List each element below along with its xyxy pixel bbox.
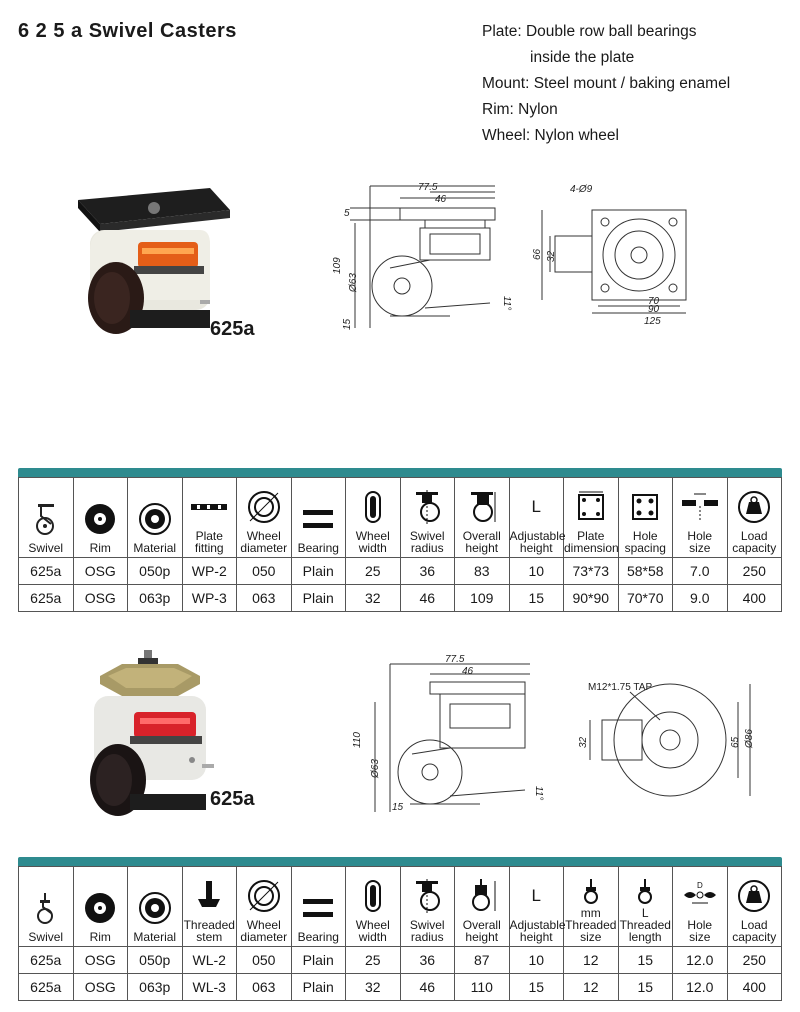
table-cell: 32	[346, 585, 401, 612]
table-cell: 58*58	[618, 558, 673, 585]
header-threaded-stem: Threaded stem	[182, 867, 237, 947]
dim-text: 5	[344, 208, 350, 219]
dim-text: 15	[342, 318, 353, 330]
spec-plate: Plate: Double row ball bearings	[482, 23, 697, 40]
table-cell: 7.0	[673, 558, 728, 585]
dim-text: 15	[392, 802, 404, 813]
dim-text: 109	[332, 257, 343, 274]
table-cell: 12	[564, 947, 619, 974]
header-wheel-diameter: Wheel diameter	[237, 867, 292, 947]
table-cell: 625a	[19, 558, 74, 585]
overall-height-icon	[455, 879, 509, 913]
table-cell: 110	[455, 974, 510, 1001]
table-cell: 063	[237, 974, 292, 1001]
table-cell: 9.0	[673, 585, 728, 612]
wheel-diameter-icon	[237, 490, 291, 524]
dim-text: 110	[352, 732, 363, 748]
table-cell: 15	[509, 585, 564, 612]
header-plate-fitting: Plate fitting	[182, 478, 237, 558]
dim-text: 125	[644, 316, 661, 327]
table-cell: 625a	[19, 585, 74, 612]
spec-mount: Mount: Steel mount / baking enamel	[482, 75, 731, 92]
hole-size-icon	[673, 490, 727, 524]
dim-text: 66	[532, 248, 543, 260]
swivel-radius-icon	[401, 879, 455, 913]
rim-icon	[74, 502, 128, 536]
wheel-width-icon	[346, 879, 400, 913]
threaded-stem-icon	[183, 879, 237, 913]
table-cell: 87	[455, 947, 510, 974]
header-swivel-radius: Swivel radius	[400, 867, 455, 947]
table-cell: 050	[237, 558, 292, 585]
table-cell: 625a	[19, 974, 74, 1001]
swivel-stem-icon	[19, 891, 73, 925]
header-overall-height: Overall height	[455, 867, 510, 947]
hole-spacing-icon	[619, 490, 673, 524]
table-accent-bar	[18, 468, 782, 477]
spec-plate-continued: inside the plate	[530, 49, 635, 66]
product-photo-threaded-stem	[60, 648, 230, 820]
table-cell: 83	[455, 558, 510, 585]
table-cell: Plain	[291, 585, 346, 612]
dim-text: 32	[578, 736, 589, 748]
header-hole-size: D Hole size	[673, 867, 728, 947]
table-cell: 36	[400, 558, 455, 585]
table-cell: 70*70	[618, 585, 673, 612]
dim-text: 46	[462, 666, 474, 677]
header-swivel-radius: Swivel radius	[400, 478, 455, 558]
product-label-2: 625a	[210, 788, 255, 810]
dim-text: M12*1.75 TAP	[588, 682, 653, 693]
dim-text: 70	[648, 296, 660, 307]
table-row	[19, 585, 782, 612]
table-row	[19, 947, 782, 974]
material-icon	[128, 502, 182, 536]
table-cell: WL-3	[182, 974, 237, 1001]
dim-text: 77.5	[418, 182, 438, 193]
technical-drawing-2	[350, 652, 770, 822]
table-cell: 400	[727, 974, 782, 1001]
table-cell: 36	[400, 947, 455, 974]
header-wheel-width: Wheel width	[346, 867, 401, 947]
rim-icon	[74, 891, 128, 925]
table-row	[19, 558, 782, 585]
overall-height-icon	[455, 490, 509, 524]
table-cell: WP-3	[182, 585, 237, 612]
page-title: 6 2 5 a Swivel Casters	[18, 20, 237, 42]
wheel-width-icon	[346, 490, 400, 524]
table-cell: 063	[237, 585, 292, 612]
plate-fitting-icon	[183, 490, 237, 524]
header-bearing: Bearing	[291, 867, 346, 947]
table-header-row	[19, 478, 782, 558]
swivel-radius-icon	[401, 490, 455, 524]
swivel-caster-icon	[19, 502, 73, 536]
product-label-1: 625a	[210, 318, 255, 340]
table-cell: 90*90	[564, 585, 619, 612]
adjustable-height-icon: L	[531, 886, 541, 905]
table-cell: 12.0	[673, 947, 728, 974]
table-cell: 32	[346, 974, 401, 1001]
plate-dimension-icon	[564, 490, 618, 524]
load-weight-icon	[728, 490, 782, 524]
table-row	[19, 974, 782, 1001]
table-cell: 12	[564, 974, 619, 1001]
table-cell: WL-2	[182, 947, 237, 974]
header-material: Material	[128, 867, 183, 947]
table-cell: OSG	[73, 585, 128, 612]
table-cell: Plain	[291, 558, 346, 585]
table-cell: 109	[455, 585, 510, 612]
header-load-capacity: Load capacity	[727, 478, 782, 558]
table-header-row	[19, 867, 782, 947]
load-weight-icon	[728, 879, 782, 913]
header-threaded-size: mm Threaded size	[564, 867, 619, 947]
dim-text: 46	[435, 194, 447, 205]
bearing-icon	[292, 502, 346, 536]
hole-size-icon	[673, 879, 727, 913]
threaded-length-icon	[619, 879, 673, 905]
header-wheel-width: Wheel width	[346, 478, 401, 558]
table-cell: 25	[346, 558, 401, 585]
table-cell: 10	[509, 947, 564, 974]
bearing-icon	[292, 891, 346, 925]
spec-wheel: Wheel: Nylon wheel	[482, 127, 619, 144]
header-swivel: Swivel	[19, 867, 74, 947]
table-cell: 250	[727, 947, 782, 974]
dim-text: 4-Ø9	[570, 184, 593, 195]
dim-text: Ø63	[370, 759, 381, 778]
header-wheel-diameter: Wheel diameter	[237, 478, 292, 558]
header-hole-spacing: Hole spacing	[618, 478, 673, 558]
spec-table-plate-mount	[18, 468, 782, 612]
table-cell: 46	[400, 974, 455, 1001]
table-cell: 15	[618, 974, 673, 1001]
header-material: Material	[128, 478, 183, 558]
material-icon	[128, 891, 182, 925]
spec-table-threaded-stem	[18, 857, 782, 1001]
table-cell: 10	[509, 558, 564, 585]
table-cell: 063p	[128, 974, 183, 1001]
header-bearing: Bearing	[291, 478, 346, 558]
table-cell: 73*73	[564, 558, 619, 585]
table-cell: 050p	[128, 558, 183, 585]
table-cell: 050p	[128, 947, 183, 974]
threaded-size-icon	[564, 879, 618, 905]
dim-text: Ø63	[348, 273, 359, 292]
table-cell: 050	[237, 947, 292, 974]
header-adjustable-height: L Adjustable height	[509, 867, 564, 947]
table-cell: OSG	[73, 558, 128, 585]
header-adjustable-height: L Adjustable height	[509, 478, 564, 558]
table-accent-bar	[18, 857, 782, 866]
table-cell: 15	[509, 974, 564, 1001]
table-cell: 250	[727, 558, 782, 585]
header-plate-dimension: Plate dimension	[564, 478, 619, 558]
table-cell: Plain	[291, 974, 346, 1001]
header-rim: Rim	[73, 478, 128, 558]
table-cell: Plain	[291, 947, 346, 974]
header-overall-height: Overall height	[455, 478, 510, 558]
header-rim: Rim	[73, 867, 128, 947]
table-cell: 12.0	[673, 974, 728, 1001]
table-cell: WP-2	[182, 558, 237, 585]
table-cell: 063p	[128, 585, 183, 612]
dim-text: 32	[546, 250, 557, 262]
dim-text: 77.5	[445, 654, 465, 665]
adjustable-height-icon: L	[531, 497, 541, 516]
header-hole-size: Hole size	[673, 478, 728, 558]
table-cell: 625a	[19, 947, 74, 974]
table-cell: OSG	[73, 974, 128, 1001]
spec-rim: Rim: Nylon	[482, 101, 558, 118]
svg-text:D: D	[696, 881, 703, 890]
spec-list	[482, 19, 730, 149]
dim-text: 65	[730, 736, 741, 748]
table-cell: 15	[618, 947, 673, 974]
dim-text: 11°	[501, 296, 512, 311]
wheel-diameter-icon	[237, 879, 291, 913]
header-swivel: Swivel	[19, 478, 74, 558]
header-threaded-length: L Threaded length	[618, 867, 673, 947]
table-cell: 46	[400, 585, 455, 612]
header-load-capacity: Load capacity	[727, 867, 782, 947]
dim-text: Ø86	[744, 729, 755, 748]
table-cell: 400	[727, 585, 782, 612]
table-cell: OSG	[73, 947, 128, 974]
dim-text: 90	[648, 304, 660, 315]
dim-text: 11°	[533, 786, 544, 801]
table-cell: 25	[346, 947, 401, 974]
technical-drawing-1	[330, 178, 730, 338]
